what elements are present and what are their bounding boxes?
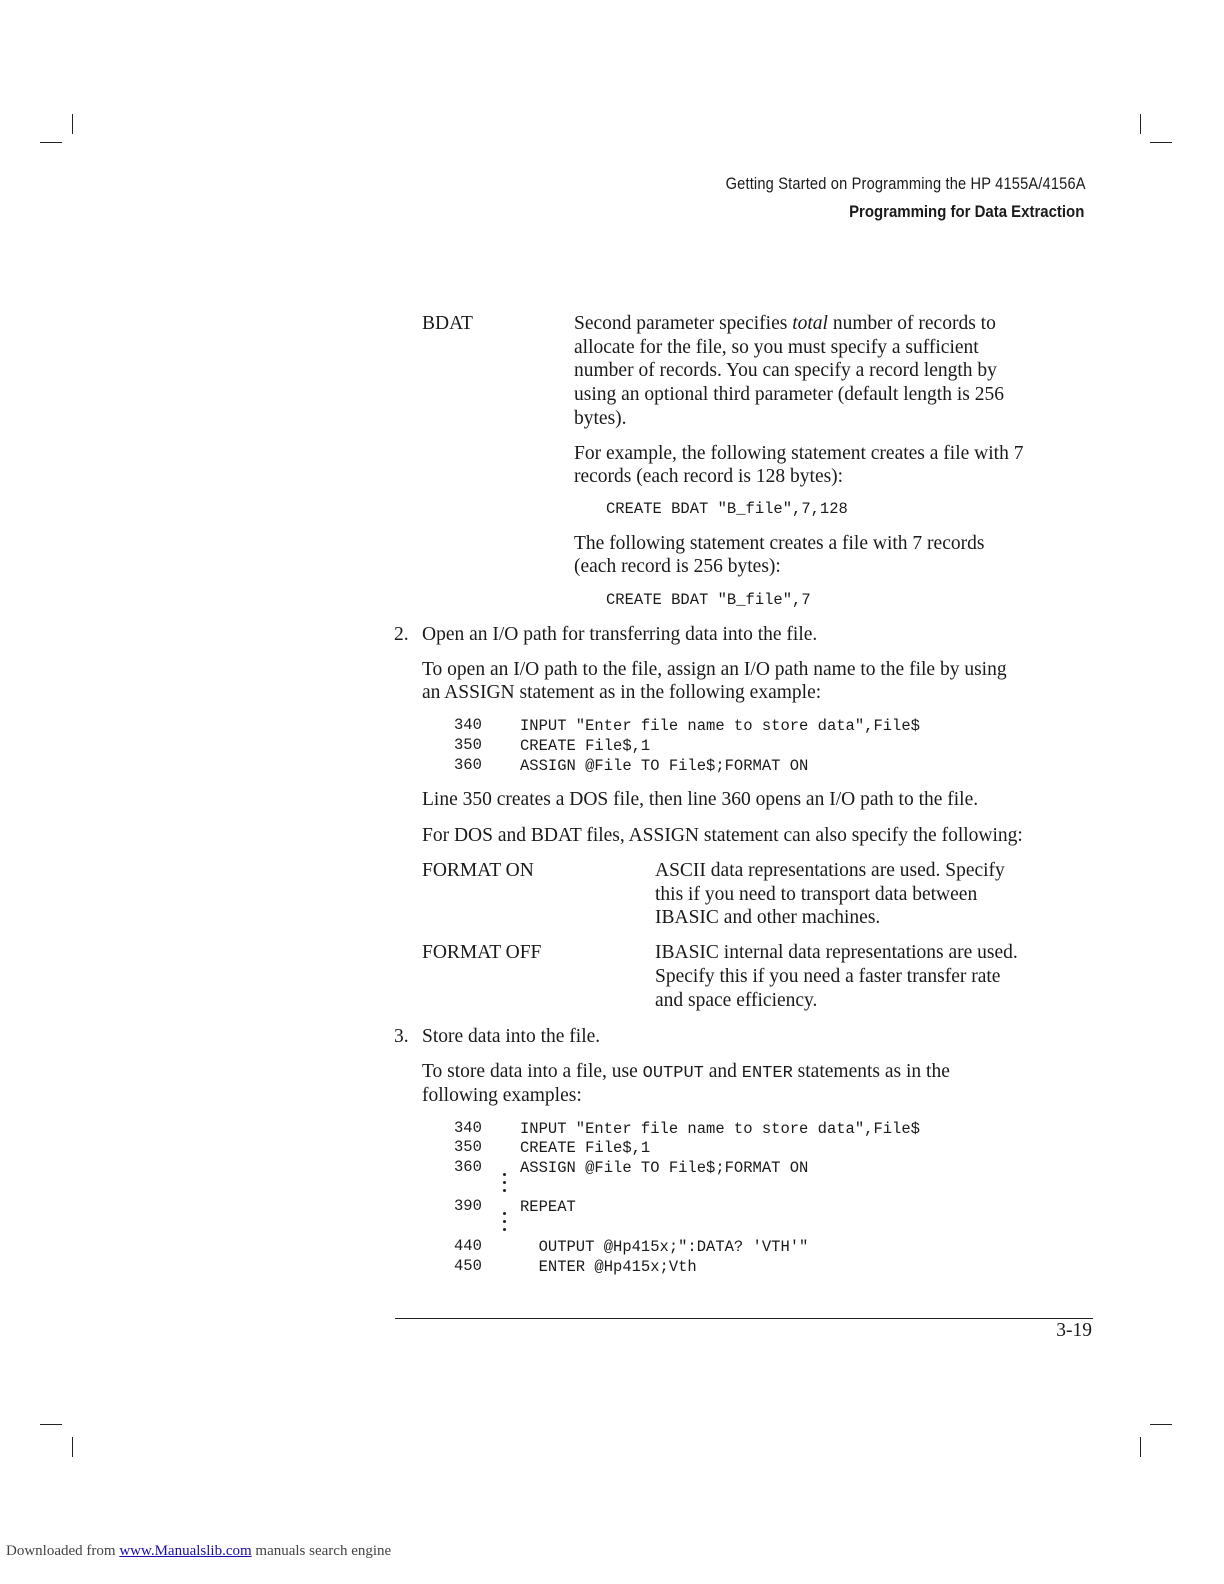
crop-mark <box>1150 142 1172 143</box>
bdat-para1-line: number of records. You can specify a record length by <box>574 360 997 381</box>
code-line-number: 390 <box>454 1197 482 1215</box>
crop-mark <box>40 142 62 143</box>
step2-para-line: an ASSIGN statement as in the following example: <box>422 682 822 703</box>
format-on-desc-line: this if you need to transport data between <box>655 884 978 905</box>
manualslib-link[interactable]: www.Manualslib.com <box>119 1543 252 1559</box>
format-on-term: FORMAT ON <box>422 860 534 881</box>
page-number: 3-19 <box>1056 1320 1092 1341</box>
footer-rule <box>395 1318 1093 1319</box>
code-line-number: 340 <box>454 716 482 734</box>
code-line: OUTPUT @Hp415x;":DATA? 'VTH'" <box>520 1238 809 1256</box>
format-off-desc-line: Specify this if you need a faster transfer rate <box>655 966 1001 987</box>
step2-para3: For DOS and BDAT files, ASSIGN statement can also specify the following: <box>422 825 1023 846</box>
step3-number: 3. <box>394 1026 409 1047</box>
keyword-enter: ENTER <box>741 1064 793 1083</box>
code-line-number: 360 <box>454 756 482 774</box>
code-line: INPUT "Enter file name to store data",File$ <box>520 1120 920 1138</box>
running-header-chapter: Getting Started on Programming the HP 4155A/4156A <box>725 174 1086 193</box>
code-line-number: 440 <box>454 1237 482 1255</box>
code-create-bdat-128: CREATE BDAT "B_file",7,128 <box>606 500 848 518</box>
format-off-desc-line: and space efficiency. <box>655 990 818 1011</box>
bdat-para1-line: bytes). <box>574 408 627 429</box>
crop-mark <box>40 1424 62 1425</box>
code-ellipsis <box>503 1173 507 1197</box>
step3-title: Store data into the file. <box>422 1026 601 1047</box>
step2-number: 2. <box>394 624 409 645</box>
format-off-term: FORMAT OFF <box>422 942 542 963</box>
bdat-para1-line: allocate for the file, so you must specify a sufficient <box>574 337 979 358</box>
code-create-bdat: CREATE BDAT "B_file",7 <box>606 591 811 609</box>
code-line-number: 450 <box>454 1257 482 1275</box>
code-line: CREATE File$,1 <box>520 737 651 755</box>
running-header-section: Programming for Data Extraction <box>848 202 1084 221</box>
bdat-para3-line: (each record is 256 bytes): <box>574 556 781 577</box>
code-line: ENTER @Hp415x;Vth <box>520 1258 697 1276</box>
download-footer: Downloaded from www.Manualslib.com manuals search engine <box>6 1543 392 1559</box>
code-line-number: 350 <box>454 736 482 754</box>
bdat-para2-line: For example, the following statement creates a file with 7 <box>574 443 1024 464</box>
step2-para2: Line 350 creates a DOS file, then line 360 opens an I/O path to the file. <box>422 789 979 810</box>
bdat-para2-line: records (each record is 128 bytes): <box>574 466 844 487</box>
step3-para-line1: To store data into a file, use OUTPUT and ENTER statements as in the <box>422 1061 950 1083</box>
step3-para-line2: following examples: <box>422 1085 582 1106</box>
step2-para-line: To open an I/O path to the file, assign an I/O path name to the file by using <box>422 659 1007 680</box>
code-line: INPUT "Enter file name to store data",File$ <box>520 717 920 735</box>
bdat-para1-line1: Second parameter specifies total number of records to <box>574 313 996 334</box>
format-on-desc-line: ASCII data representations are used. Specify <box>655 860 1005 881</box>
code-line: ASSIGN @File TO File$;FORMAT ON <box>520 1159 809 1177</box>
keyword-output: OUTPUT <box>642 1064 704 1083</box>
format-off-desc-line: IBASIC internal data representations are used. <box>655 942 1018 963</box>
bdat-para1-line: using an optional third parameter (default length is 256 <box>574 384 1004 405</box>
bdat-para3-line: The following statement creates a file with 7 records <box>574 533 985 554</box>
bdat-term: BDAT <box>422 313 473 334</box>
format-on-desc-line: IBASIC and other machines. <box>655 907 881 928</box>
code-line-number: 350 <box>454 1138 482 1156</box>
code-line: ASSIGN @File TO File$;FORMAT ON <box>520 757 809 775</box>
code-line-number: 340 <box>454 1119 482 1137</box>
crop-mark <box>1140 1437 1141 1457</box>
code-line: CREATE File$,1 <box>520 1139 651 1157</box>
code-ellipsis <box>503 1212 507 1236</box>
step2-title: Open an I/O path for transferring data into the file. <box>422 624 818 645</box>
code-line-number: 360 <box>454 1158 482 1176</box>
crop-mark <box>72 1437 73 1457</box>
crop-mark <box>1140 114 1141 134</box>
crop-mark <box>1150 1424 1172 1425</box>
crop-mark <box>72 114 73 134</box>
code-line: REPEAT <box>520 1198 576 1216</box>
